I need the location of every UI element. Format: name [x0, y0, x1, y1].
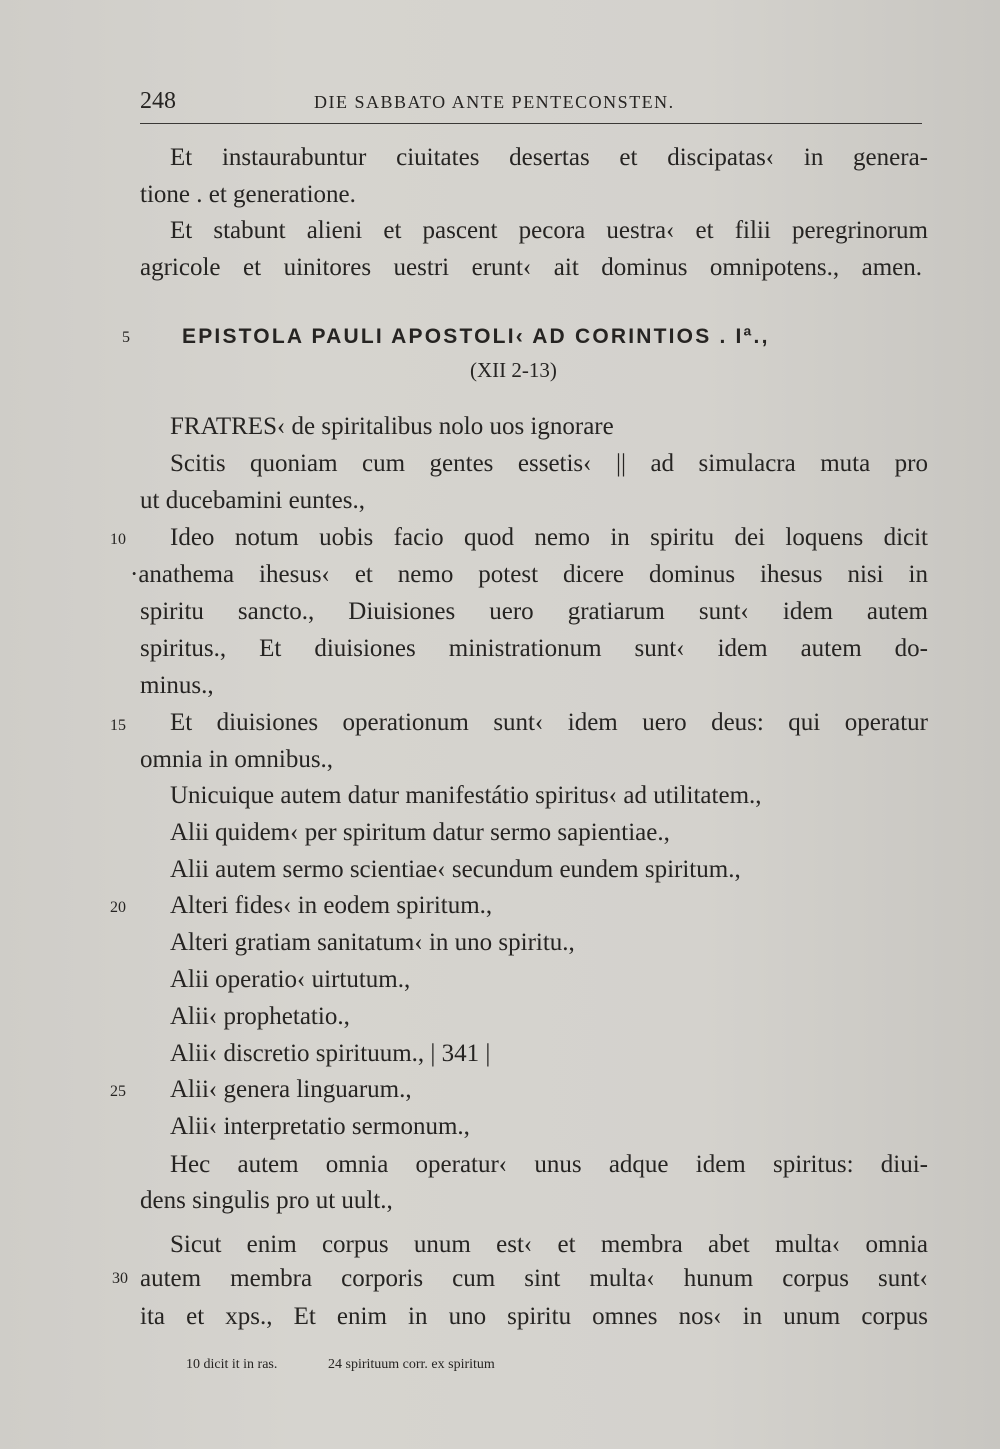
- text-line: Unicuique autem datur manifestátio spiritus‹ ad utilitatem.,: [170, 782, 762, 809]
- line-number: 30: [112, 1270, 128, 1287]
- line-number: 10: [110, 531, 126, 548]
- footnote: 10 dicit it in ras.: [186, 1357, 278, 1372]
- text-line: Sicut enim corpus unum est‹ et membra abet multa‹ omnia: [170, 1231, 928, 1258]
- text-line: Alii‹ interpretatio sermonum.,: [170, 1113, 470, 1140]
- text-line: autem membra corporis cum sint multa‹ hunum corpus sunt‹: [140, 1265, 928, 1292]
- text-line: ·anathema ihesus‹ et nemo potest dicere dominus ihesus nisi in: [130, 561, 928, 588]
- text-line: Alteri gratiam sanitatum‹ in uno spiritu.,: [170, 929, 575, 956]
- text-line: Alii‹ discretio spirituum., | 341 |: [170, 1040, 491, 1067]
- text-line: ut ducebamini euntes.,: [140, 487, 365, 514]
- page-number: 248: [140, 88, 176, 114]
- line-number: 5: [122, 329, 130, 346]
- text-line: tione . et generatione.: [140, 181, 356, 208]
- text-line: Et stabunt alieni et pascent pecora uestra‹ et filii peregrinorum: [170, 217, 928, 244]
- text-line: spiritus., Et diuisiones ministrationum sunt‹ idem autem do-: [140, 635, 928, 662]
- text-line: omnia in omnibus.,: [140, 746, 334, 773]
- text-line: Hec autem omnia operatur‹ unus adque idem spiritus: diui-: [170, 1151, 928, 1178]
- text-line: dens singulis pro ut uult.,: [140, 1187, 393, 1214]
- running-title: DIE SABBATO ANTE PENTECONSTEN.: [314, 92, 675, 112]
- section-title: EPISTOLA PAULI APOSTOLI‹ AD CORINTIOS . Iª.,: [182, 325, 770, 348]
- text-line: agricole et uinitores uestri erunt‹ ait dominus omnipotens., amen.: [140, 254, 922, 281]
- text-line: Et diuisiones operationum sunt‹ idem uero deus: qui operatur: [170, 709, 928, 736]
- text-line: Et instaurabuntur ciuitates desertas et discipatas‹ in genera-: [170, 144, 928, 171]
- page-header: [140, 88, 922, 118]
- text-line: Alii‹ genera linguarum.,: [170, 1076, 412, 1103]
- line-number: 15: [110, 717, 126, 734]
- text-line: Alii quidem‹ per spiritum datur sermo sapientiae.,: [170, 819, 670, 846]
- text-line: Scitis quoniam cum gentes essetis‹ || ad simulacra muta pro: [170, 450, 928, 477]
- text-line: spiritu sancto., Diuisiones uero gratiarum sunt‹ idem autem: [140, 598, 928, 625]
- text-line: Ideo notum uobis facio quod nemo in spiritu dei loquens dicit: [170, 524, 928, 551]
- text-line: Alii autem sermo scientiae‹ secundum eundem spiritum.,: [170, 856, 741, 883]
- line-number: 25: [110, 1083, 126, 1100]
- header-rule: [140, 123, 922, 124]
- line-number: 20: [110, 899, 126, 916]
- text-line: minus.,: [140, 672, 214, 699]
- text-line: Alteri fides‹ in eodem spiritum.,: [170, 892, 493, 919]
- footnote: 24 spirituum corr. ex spiritum: [328, 1357, 495, 1372]
- text-line: FRATRES‹ de spiritalibus nolo uos ignorare: [170, 413, 614, 440]
- text-line: Alii‹ prophetatio.,: [170, 1003, 350, 1030]
- text-line: ita et xps., Et enim in uno spiritu omnes nos‹ in unum corpus: [140, 1303, 928, 1330]
- text-line: Alii operatio‹ uirtutum.,: [170, 966, 411, 993]
- section-subtitle: (XII 2-13): [470, 358, 557, 382]
